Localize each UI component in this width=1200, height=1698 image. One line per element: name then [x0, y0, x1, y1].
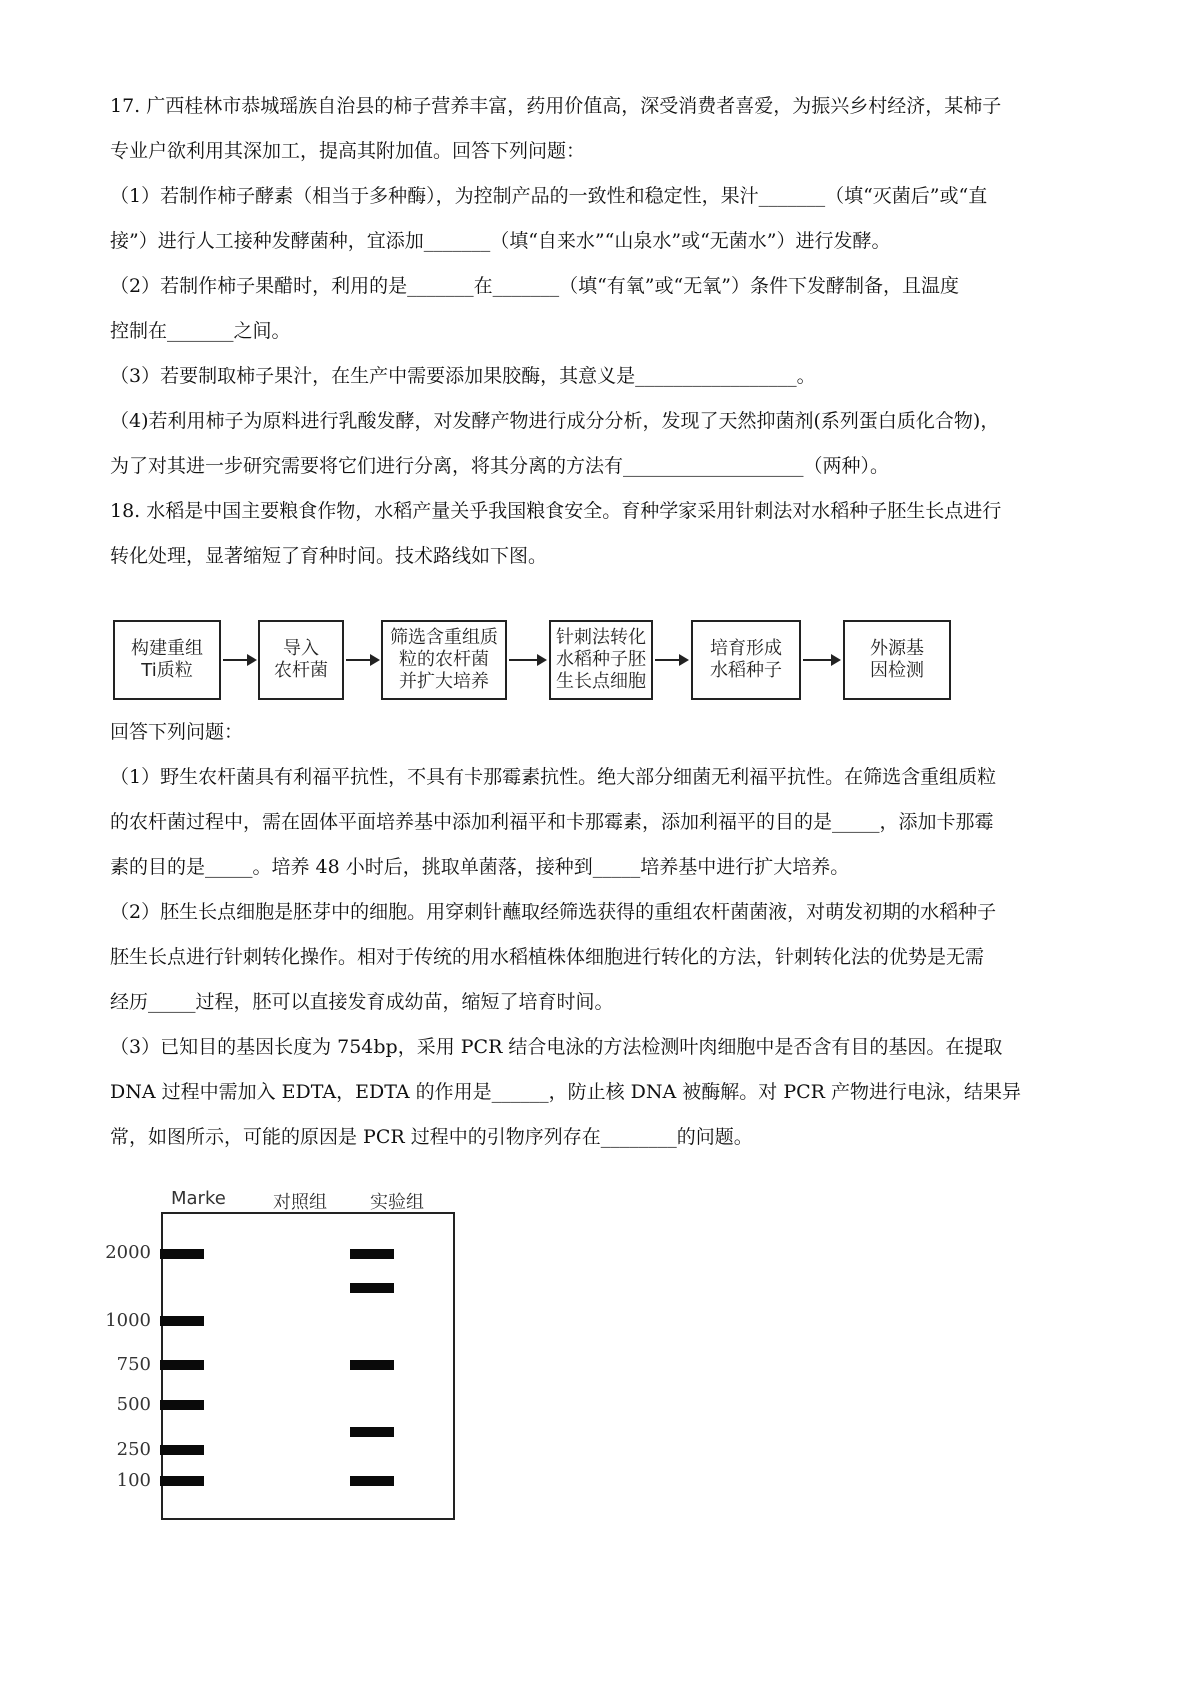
size-tick-label: 100: [116, 1470, 151, 1491]
lane-label-control: 对照组: [273, 1192, 327, 1213]
q17-line: 17. 广西桂林市恭城瑶族自治县的柿子营养丰富，药用价值高，深受消费者喜爱，为振兴乡村经济，某柿子: [110, 95, 1002, 117]
electrophoresis-gel-figure: [95, 1188, 475, 1528]
q18-line: （1）野生农杆菌具有利福平抗性，不具有卡那霉素抗性。绝大部分细菌无利福平抗性。在筛选含重组质粒: [110, 766, 997, 788]
size-tick-label: 250: [116, 1439, 151, 1460]
marker-band: [160, 1400, 204, 1410]
q17-line: （3）若要制取柿子果汁，在生产中需要添加果胶酶，其意义是_________________。: [110, 365, 816, 387]
flow-step-6: 外源基 因检测: [843, 620, 951, 700]
q17-line: 控制在_______之间。: [110, 320, 291, 342]
arrow-right-icon: [346, 650, 380, 670]
q18-line: 的农杆菌过程中，需在固体平面培养基中添加利福平和卡那霉素，添加利福平的目的是_____，添加卡那霉: [110, 811, 994, 833]
q18-line: 回答下列问题：: [110, 721, 244, 743]
arrow-right-icon: [223, 650, 257, 670]
q17-line: （4)若利用柿子为原料进行乳酸发酵，对发酵产物进行成分分析，发现了天然抑菌剂(系列蛋白质化合物)，: [110, 410, 1000, 432]
flow-step-3: 筛选含重组质 粒的农杆菌 并扩大培养: [381, 620, 507, 700]
arrow-right-icon: [655, 650, 689, 670]
q18-line: 素的目的是_____。培养 48 小时后，挑取单菌落，接种到_____培养基中进行扩大培养。: [110, 856, 850, 878]
q18-line: 经历_____过程，胚可以直接发育成幼苗，缩短了培育时间。: [110, 991, 614, 1013]
q18-line: 胚生长点进行针刺转化操作。相对于传统的用水稻植株体细胞进行转化的方法，针刺转化法的优势是无需: [110, 946, 985, 968]
q18-line: （2）胚生长点细胞是胚芽中的细胞。用穿刺针蘸取经筛选获得的重组农杆菌菌液，对萌发初期的水稻种子: [110, 901, 997, 923]
marker-band: [160, 1445, 204, 1455]
experiment-band: [350, 1249, 394, 1259]
q17-line: 为了对其进一步研究需要将它们进行分离，将其分离的方法有___________________（两种）。: [110, 455, 890, 477]
q17-line: （1）若制作柿子酵素（相当于多种酶），为控制产品的一致性和稳定性，果汁_______（填“灭菌后”或“直: [110, 185, 988, 207]
q17-line: 接”）进行人工接种发酵菌种，宜添加_______（填“自来水”“山泉水”或“无菌水”）进行发酵。: [110, 230, 891, 252]
experiment-band: [350, 1360, 394, 1370]
lane-label-marker: Marke: [171, 1188, 226, 1209]
size-tick-label: 750: [116, 1354, 151, 1375]
size-tick-label: 1000: [105, 1310, 151, 1331]
q18-line: 18. 水稻是中国主要粮食作物，水稻产量关乎我国粮食安全。育种学家采用针刺法对水稻种子胚生长点进行: [110, 500, 1002, 522]
experiment-band: [350, 1476, 394, 1486]
technical-route-flowchart: [113, 620, 973, 708]
q18-line: DNA 过程中需加入 EDTA，EDTA 的作用是______，防止核 DNA 被酶解。对 PCR 产物进行电泳，结果异: [110, 1081, 1021, 1103]
q17-line: 专业户欲利用其深加工，提高其附加值。回答下列问题：: [110, 140, 586, 162]
flow-step-2: 导入 农杆菌: [258, 620, 344, 700]
arrow-right-icon: [509, 650, 547, 670]
size-tick-label: 2000: [105, 1242, 151, 1263]
q17-line: （2）若制作柿子果醋时，利用的是_______在_______（填“有氧”或“无氧”）条件下发酵制备，且温度: [110, 275, 959, 297]
marker-band: [160, 1316, 204, 1326]
marker-band: [160, 1249, 204, 1259]
experiment-band: [350, 1427, 394, 1437]
q18-line: 常，如图所示，可能的原因是 PCR 过程中的引物序列存在________的问题。: [110, 1126, 753, 1148]
lane-label-experiment: 实验组: [370, 1192, 424, 1213]
flow-step-5: 培育形成 水稻种子: [691, 620, 801, 700]
gel-frame: [161, 1212, 455, 1520]
flow-step-4: 针刺法转化 水稻种子胚 生长点细胞: [549, 620, 653, 700]
marker-band: [160, 1476, 204, 1486]
q18-line: 转化处理，显著缩短了育种时间。技术路线如下图。: [110, 545, 548, 567]
q18-line: （3）已知目的基因长度为 754bp，采用 PCR 结合电泳的方法检测叶肉细胞中是否含有目的基因。在提取: [110, 1036, 1003, 1058]
experiment-band: [350, 1283, 394, 1293]
arrow-right-icon: [803, 650, 841, 670]
marker-band: [160, 1360, 204, 1370]
size-tick-label: 500: [116, 1394, 151, 1415]
flow-step-1: 构建重组 Ti质粒: [113, 620, 221, 700]
